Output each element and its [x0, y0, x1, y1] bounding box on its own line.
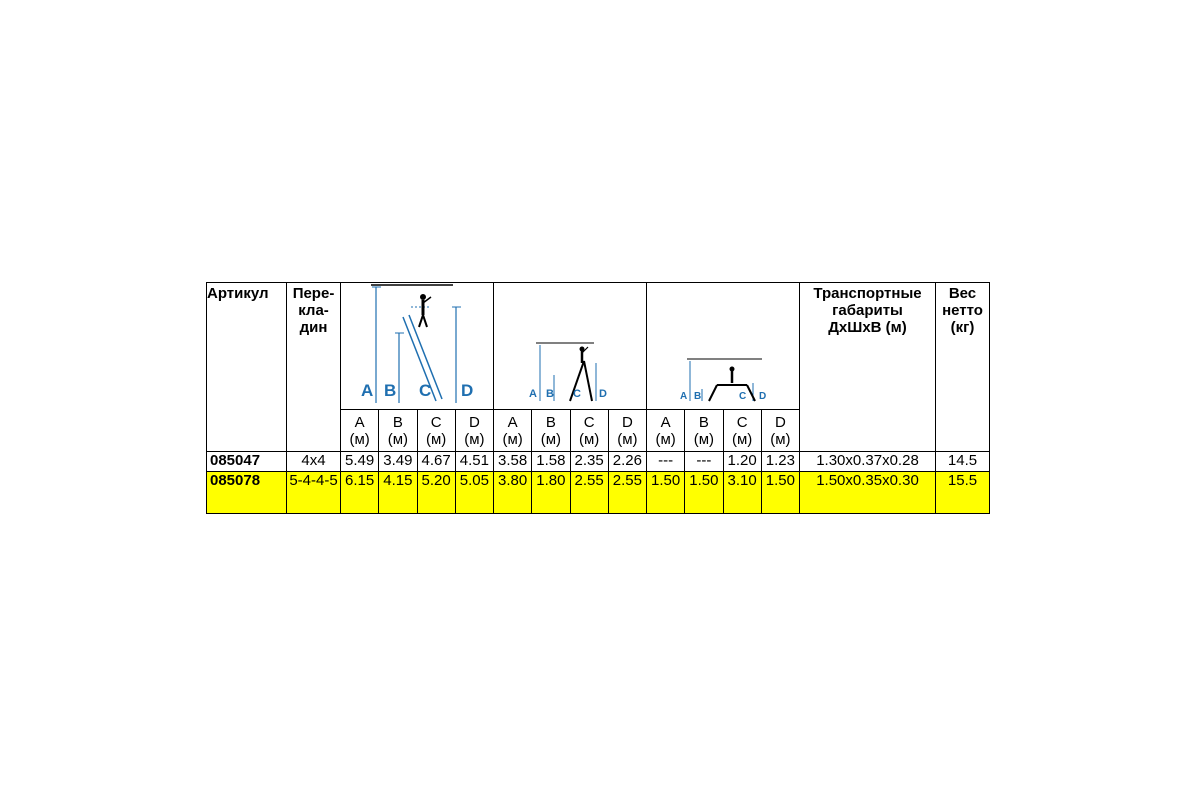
unit-cell: A (м) [341, 410, 379, 452]
transport-cell: 1.30x0.37x0.28 [800, 452, 936, 472]
value-cell: 2.55 [570, 472, 608, 514]
article-cell: 085078 [207, 472, 287, 514]
unit-cell: D (м) [608, 410, 646, 452]
diagram-label-d: D [461, 381, 474, 400]
svg-text:D: D [759, 391, 767, 402]
value-cell: --- [685, 452, 723, 472]
value-cell: 2.26 [608, 452, 646, 472]
value-cell: 5.49 [341, 452, 379, 472]
diagram-label-c: C [419, 381, 432, 400]
svg-text:A: A [529, 388, 537, 400]
unit-cell: D (м) [455, 410, 493, 452]
diagram-platform [647, 283, 800, 410]
value-cell: 3.10 [723, 472, 761, 514]
unit-cell: B (м) [379, 410, 417, 452]
svg-text:A: A [680, 391, 688, 402]
value-cell: 1.50 [647, 472, 685, 514]
value-cell: 3.49 [379, 452, 417, 472]
header-row [207, 283, 990, 410]
article-header: Артикул [207, 283, 287, 452]
rungs-cell: 4x4 [287, 452, 341, 472]
value-cell: 1.58 [532, 452, 570, 472]
value-cell: 1.23 [761, 452, 799, 472]
svg-text:C: C [739, 391, 747, 402]
transport-header: Транспортные габариты ДхШхВ (м) [800, 283, 936, 452]
ladder-spec-table [206, 282, 990, 514]
value-cell: 4.67 [417, 452, 455, 472]
table-row-highlighted [207, 472, 990, 514]
svg-text:B: B [694, 391, 702, 402]
value-cell: 1.50 [685, 472, 723, 514]
value-cell: 1.50 [761, 472, 799, 514]
unit-cell: B (м) [685, 410, 723, 452]
value-cell: 6.15 [341, 472, 379, 514]
rungs-cell: 5-4-4-5 [287, 472, 341, 514]
unit-cell: C (м) [417, 410, 455, 452]
unit-cell: B (м) [532, 410, 570, 452]
unit-cell: A (м) [494, 410, 532, 452]
unit-cell: A (м) [647, 410, 685, 452]
diagram-extended-ladder [341, 283, 494, 410]
svg-text:D: D [599, 388, 607, 400]
weight-cell: 15.5 [936, 472, 990, 514]
platform-diagram [647, 283, 799, 405]
value-cell: 5.20 [417, 472, 455, 514]
extended-ladder-diagram [341, 283, 493, 405]
svg-text:C: C [573, 388, 581, 400]
weight-header: Вес нетто (кг) [936, 283, 990, 452]
value-cell: 4.15 [379, 472, 417, 514]
value-cell: 2.55 [608, 472, 646, 514]
value-cell: 4.51 [455, 452, 493, 472]
svg-text:B: B [546, 388, 554, 400]
diagram-stepladder [494, 283, 647, 410]
value-cell: 1.20 [723, 452, 761, 472]
value-cell: 1.80 [532, 472, 570, 514]
article-cell: 085047 [207, 452, 287, 472]
value-cell: 2.35 [570, 452, 608, 472]
diagram-label-a: A [361, 381, 374, 400]
transport-cell: 1.50x0.35x0.30 [800, 472, 936, 514]
rungs-header: Пере- кла- дин [287, 283, 341, 452]
stepladder-diagram [494, 283, 646, 405]
weight-cell: 14.5 [936, 452, 990, 472]
diagram-label-b: B [384, 381, 397, 400]
table-row [207, 452, 990, 472]
value-cell: 5.05 [455, 472, 493, 514]
value-cell: --- [647, 452, 685, 472]
unit-cell: C (м) [570, 410, 608, 452]
value-cell: 3.58 [494, 452, 532, 472]
unit-cell: D (м) [761, 410, 799, 452]
unit-cell: C (м) [723, 410, 761, 452]
value-cell: 3.80 [494, 472, 532, 514]
